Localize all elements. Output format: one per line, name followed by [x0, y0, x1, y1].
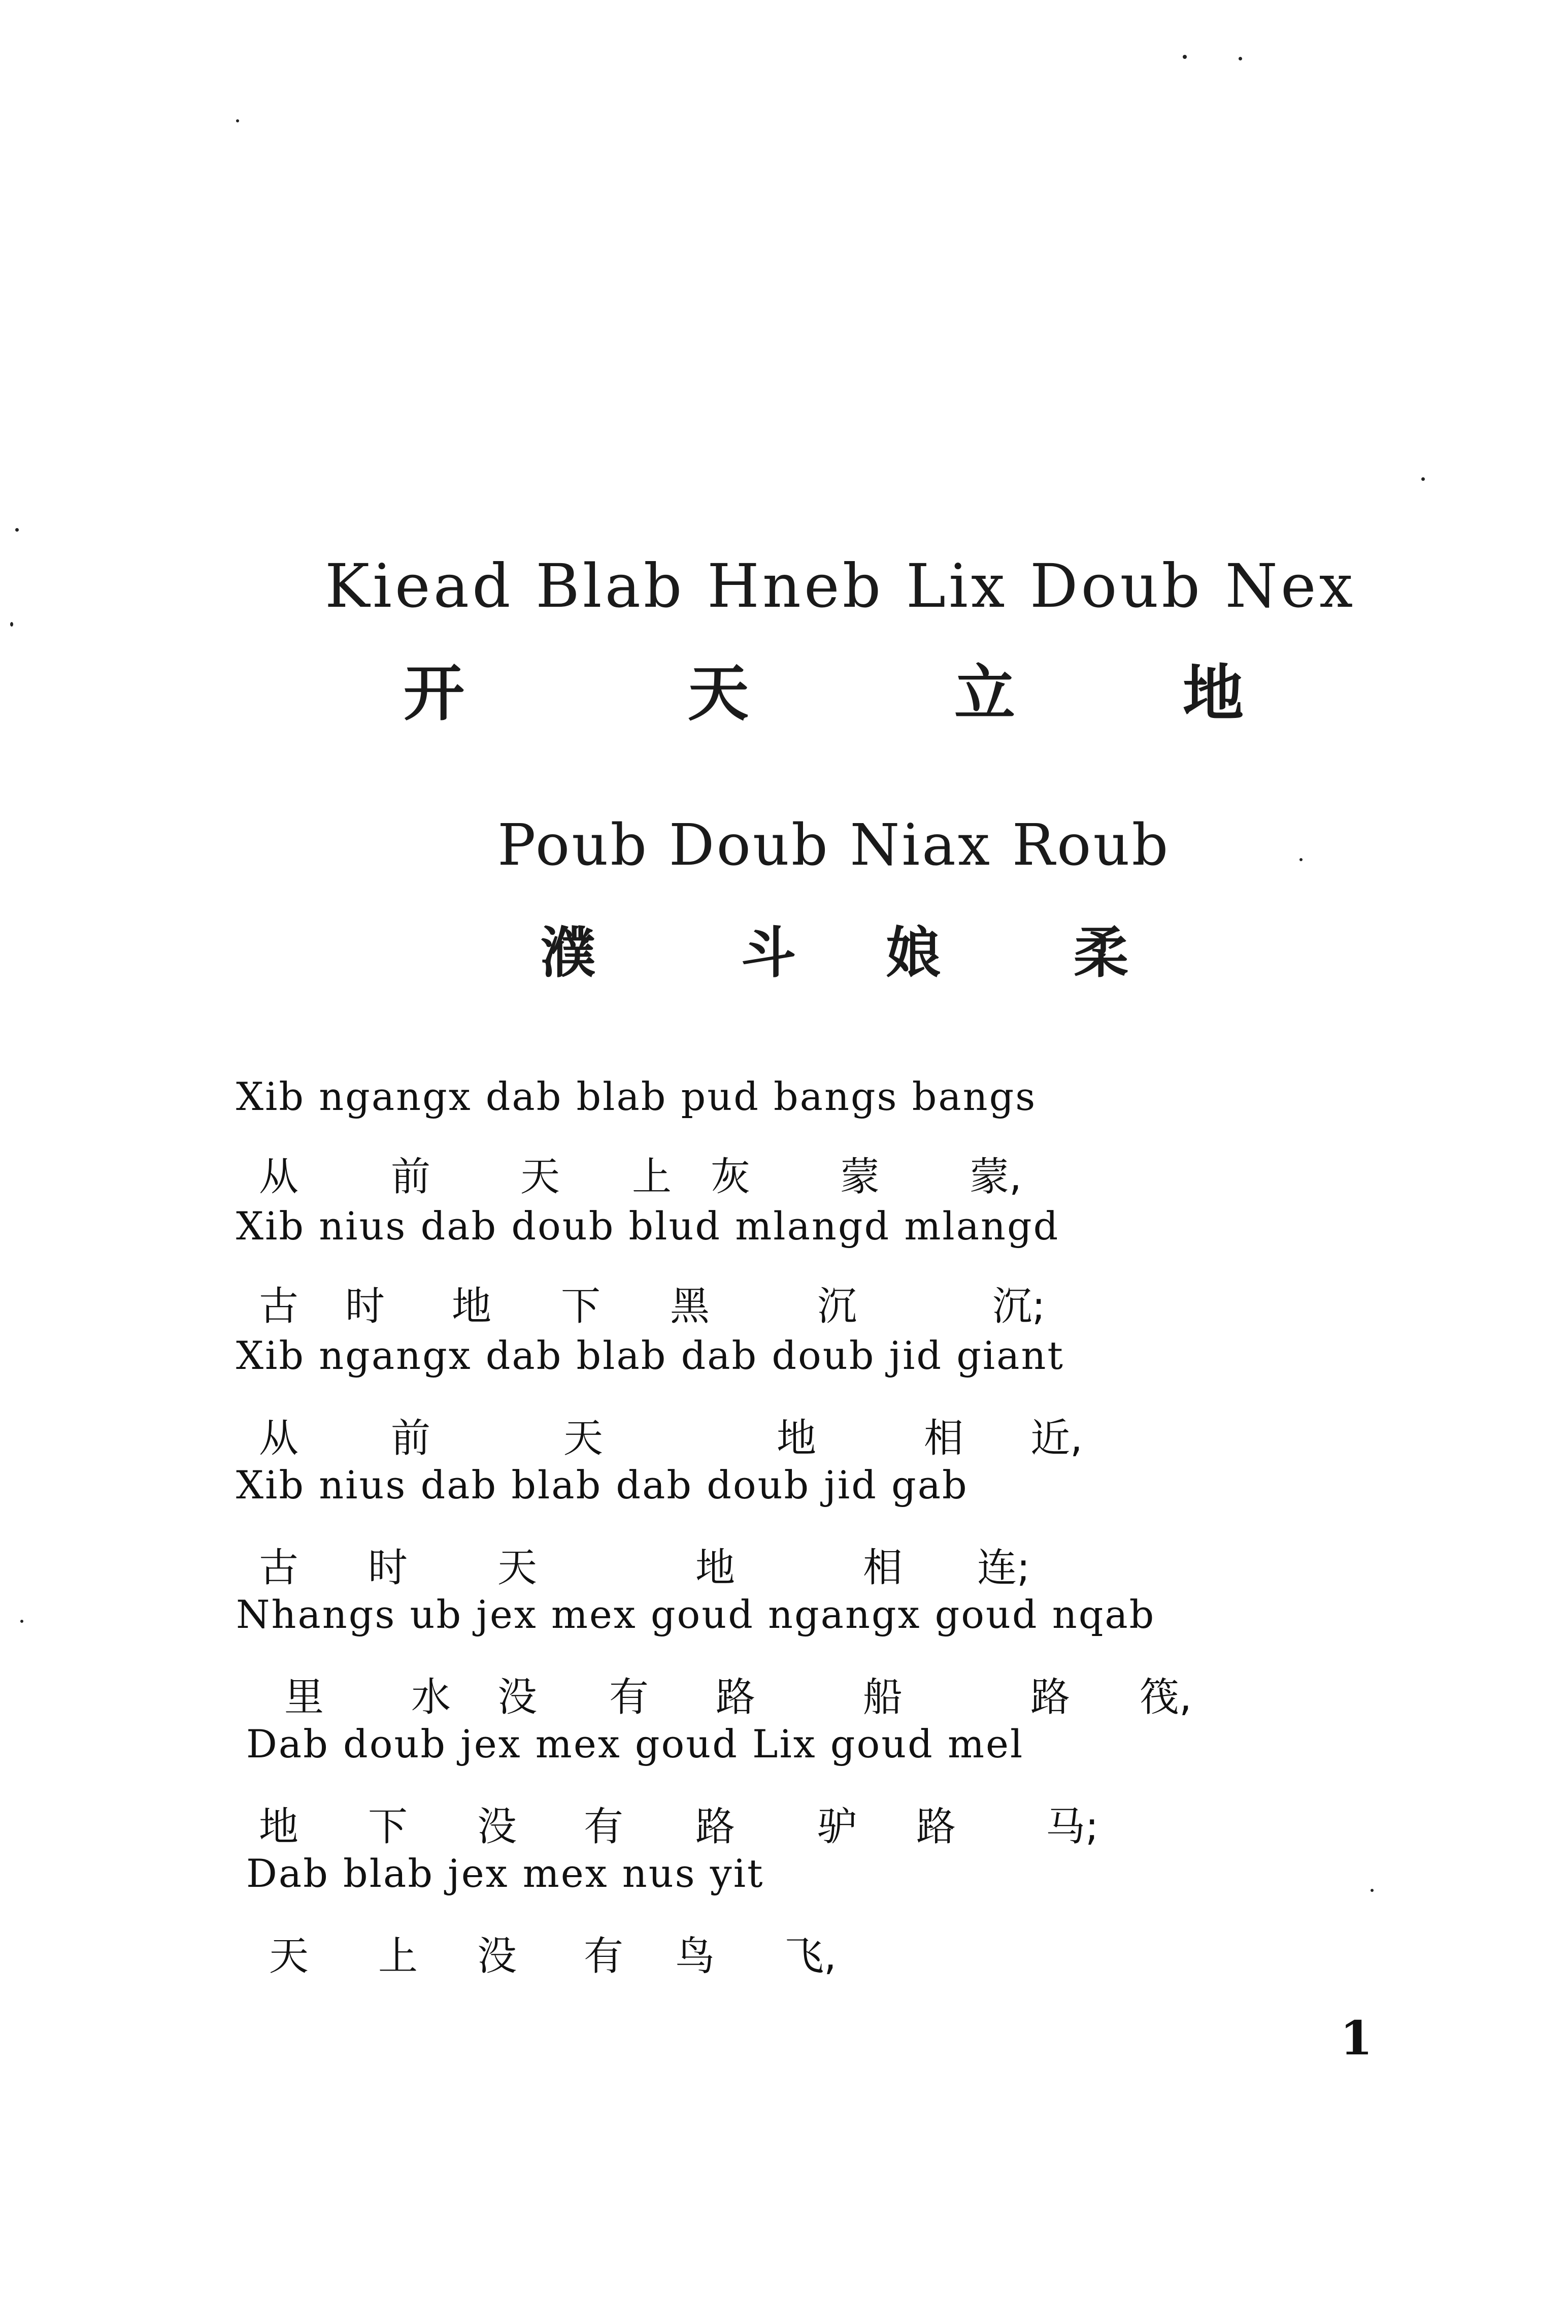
verse-line: Nhangs ub jex mex goud ngangx goud nqab: [236, 1592, 1156, 1637]
gloss-char: 天: [520, 1154, 560, 1200]
scan-speck: [10, 622, 13, 627]
gloss-char: 沉: [817, 1284, 857, 1329]
gloss-char: 天: [497, 1545, 538, 1591]
gloss-char: 有: [609, 1675, 649, 1720]
gloss-char: 黑: [670, 1284, 710, 1329]
gloss-char: 古: [259, 1545, 299, 1591]
verse-line: Xib ngangx dab blab pud bangs bangs: [236, 1074, 1037, 1119]
gloss-char: 下: [368, 1804, 408, 1850]
gloss-char: 天: [563, 1416, 604, 1461]
title-char-4: 地: [1183, 659, 1244, 729]
verse-line: Xib nius dab blab dab doub jid gab: [236, 1462, 969, 1508]
gloss-char: 从: [259, 1416, 299, 1461]
gloss-char: 前: [391, 1416, 431, 1461]
subtitle-char-3: 娘: [886, 922, 941, 985]
scan-speck: [236, 119, 239, 122]
gloss-char: 灰: [711, 1154, 751, 1200]
scan-speck: [15, 528, 19, 532]
title-char-2: 天: [688, 659, 749, 729]
scan-speck: [1421, 477, 1425, 481]
gloss-char: 没: [497, 1675, 538, 1720]
gloss-char: 相: [924, 1416, 964, 1461]
gloss-char: 筏,: [1140, 1675, 1192, 1720]
gloss-char: 上: [632, 1154, 672, 1200]
gloss-char: 水: [411, 1675, 451, 1720]
gloss-char: 路: [716, 1675, 756, 1720]
gloss-char: 飞,: [784, 1934, 837, 1979]
gloss-char: 地: [695, 1545, 736, 1591]
subtitle-char-1: 濮: [541, 922, 596, 985]
gloss-char: 时: [368, 1545, 408, 1591]
gloss-char: 沉;: [992, 1284, 1046, 1329]
gloss-char: 时: [345, 1284, 385, 1329]
scan-speck: [20, 1620, 23, 1623]
gloss-char: 驴: [817, 1804, 857, 1850]
gloss-char: 里: [284, 1675, 324, 1720]
title-char-1: 开: [404, 659, 464, 729]
gloss-char: 船: [863, 1675, 903, 1720]
gloss-char: 路: [695, 1804, 736, 1850]
gloss-char: 天: [269, 1934, 309, 1979]
subtitle-char-2: 斗: [741, 922, 796, 985]
gloss-char: 没: [477, 1934, 517, 1979]
scan-speck: [1183, 55, 1187, 59]
title-romanized: Kiead Blab Hneb Lix Doub Nex: [325, 551, 1356, 621]
verse-line: Xib nius dab doub blud mlangd mlangd: [236, 1203, 1060, 1249]
title-char-3: 立: [954, 659, 1015, 729]
gloss-char: 地: [452, 1284, 492, 1329]
gloss-char: 地: [259, 1804, 299, 1850]
gloss-char: 古: [259, 1284, 299, 1329]
gloss-char: 路: [916, 1804, 956, 1850]
gloss-char: 地: [777, 1416, 817, 1461]
gloss-char: 相: [863, 1545, 903, 1591]
verse-line: Dab doub jex mex goud Lix goud mel: [246, 1721, 1024, 1766]
gloss-char: 没: [477, 1804, 517, 1850]
gloss-char: 上: [378, 1934, 418, 1979]
gloss-char: 从: [259, 1154, 299, 1200]
gloss-char: 有: [584, 1934, 624, 1979]
subtitle-romanized: Poub Doub Niax Roub: [497, 812, 1171, 878]
scan-speck: [1371, 1889, 1374, 1892]
gloss-char: 蒙: [840, 1154, 880, 1200]
gloss-char: 连;: [977, 1545, 1030, 1591]
subtitle-char-4: 柔: [1074, 922, 1129, 985]
gloss-char: 路: [1030, 1675, 1071, 1720]
page-number: 1: [1340, 2011, 1373, 2066]
gloss-char: 前: [391, 1154, 431, 1200]
verse-line: Xib ngangx dab blab dab doub jid giant: [236, 1333, 1064, 1378]
verse-line: Dab blab jex mex nus yit: [246, 1851, 764, 1896]
gloss-char: 有: [584, 1804, 624, 1850]
gloss-char: 鸟: [675, 1934, 715, 1979]
scan-speck: [1299, 858, 1303, 861]
gloss-char: 蒙,: [970, 1154, 1022, 1200]
gloss-char: 下: [561, 1284, 601, 1329]
gloss-char: 近,: [1030, 1416, 1083, 1461]
scan-speck: [1239, 57, 1242, 60]
gloss-char: 马;: [1046, 1804, 1099, 1850]
